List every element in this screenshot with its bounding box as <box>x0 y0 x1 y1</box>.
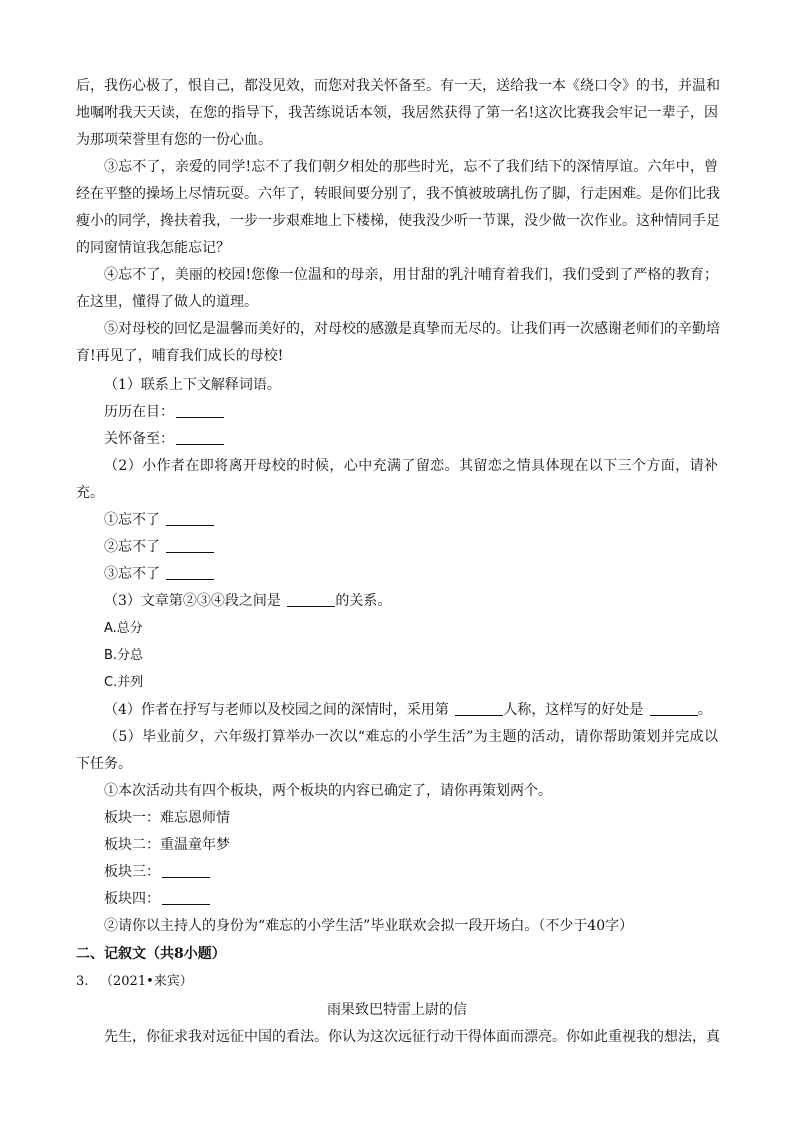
option-c[interactable]: C.并列 <box>104 675 144 690</box>
question-5-task-2: ②请你以主持人的身份为“难忘的小学生活”毕业联欢会拟一段开场白。（不少于40字） <box>104 918 634 934</box>
option-b[interactable]: B.分总 <box>104 648 144 663</box>
question-4-prompt <box>104 700 746 720</box>
question-1-item-2 <box>104 429 746 449</box>
block-3 <box>104 862 746 882</box>
passage-line: 地嘱咐我天天读，在您的指导下，我苦练说话本领，我居然获得了第一名!这次比赛我会牢记一辈子，因 <box>76 105 718 121</box>
question-2-item-2 <box>104 537 746 557</box>
answer-blank[interactable] <box>287 592 335 607</box>
question-1-item-1 <box>104 402 746 422</box>
passage-line: 育!再见了，哺育我们成长的母校! <box>76 348 284 364</box>
passage-line: 在这里，懂得了做人的道理。 <box>76 294 258 310</box>
question-2-item-3 <box>104 564 746 584</box>
question-2-prompt-cont: 充。 <box>76 485 104 501</box>
question-1-item-1-label: 历历在目： <box>104 404 174 420</box>
question-4-part-1: （4）作者在抒写与老师以及校园之间的深情时，采用第 <box>104 702 449 718</box>
article-title: 雨果致巴特雷上尉的信 <box>327 1002 467 1018</box>
question-source: （2021•来宾） <box>100 974 193 989</box>
answer-blank[interactable] <box>166 565 214 580</box>
question-3-prompt-after: 的关系。 <box>335 593 392 609</box>
answer-blank[interactable] <box>166 538 214 553</box>
section-heading: 二、记叙文（共8小题） <box>76 946 226 962</box>
passage-line: 瘦小的同学，搀扶着我，一步一步艰难地上下楼梯，使我没少听一节课，没少做一次作业。这种情同手足 <box>76 213 720 229</box>
block-3-label: 板块三： <box>104 864 160 880</box>
passage-line: 的同窗情谊我怎能忘记？ <box>76 240 230 256</box>
question-5-task-1: ①本次活动共有四个板块，两个板块的内容已确定了，请你再策划两个。 <box>104 783 552 799</box>
answer-blank[interactable] <box>455 701 503 716</box>
question-5-prompt: （5）毕业前夕，六年级打算举办一次以“难忘的小学生活”为主题的活动，请你帮助策划并完成以 <box>104 729 718 745</box>
answer-blank[interactable] <box>650 701 698 716</box>
answer-blank[interactable] <box>162 863 210 878</box>
block-2: 板块二：重温童年梦 <box>104 837 230 853</box>
question-3-prompt <box>104 591 746 611</box>
question-5-prompt-cont: 下任务。 <box>76 756 132 772</box>
question-2-item-1 <box>104 510 746 530</box>
block-4-label: 板块四： <box>104 891 160 907</box>
passage-paragraph-4: ④忘不了，美丽的校园!您像一位温和的母亲，用甘甜的乳汁哺育着我们，我们受到了严格的教育； <box>104 267 718 283</box>
answer-blank[interactable] <box>176 430 224 445</box>
passage-paragraph-3: ③忘不了，亲爱的同学!忘不了我们朝夕相处的那些时光，忘不了我们结下的深情厚谊。六年中，曾 <box>104 159 718 175</box>
block-4 <box>104 889 746 909</box>
question-4-part-2: 人称，这样写的好处是 <box>503 702 644 718</box>
answer-blank[interactable] <box>166 511 214 526</box>
passage-paragraph-5: ⑤对母校的回忆是温馨而美好的，对母校的感激是真挚而无尽的。让我们再一次感谢老师们的辛勤培 <box>104 321 720 337</box>
question-2-item-label: ①忘不了 <box>104 512 160 528</box>
question-3-prompt-before: （3）文章第②③④段之间是 <box>104 593 281 609</box>
question-4-part-3: 。 <box>697 702 712 718</box>
answer-blank[interactable] <box>162 890 210 905</box>
question-number: 3. <box>76 974 89 989</box>
option-a[interactable]: A.总分 <box>104 621 143 636</box>
question-2-item-label: ③忘不了 <box>104 566 160 582</box>
passage-line: 后，我伤心极了，恨自己，都没见效，而您对我关怀备至。有一天，送给我一本《绕口令》的书，并温和 <box>76 78 720 94</box>
question-2-item-label: ②忘不了 <box>104 539 160 555</box>
passage-line: 经在平整的操场上尽情玩耍。六年了，转眼间要分别了，我不慎被玻璃扎伤了脚，行走困难。是你们比我 <box>76 186 720 202</box>
question-1-prompt: （1）联系上下文解释词语。 <box>104 377 281 393</box>
block-1: 板块一：难忘恩师情 <box>104 810 230 826</box>
passage-line: 为那项荣誉里有您的一份心血。 <box>76 132 272 148</box>
article-line: 先生，你征求我对远征中国的看法。你认为这次远征行动干得体面而漂亮。你如此重视我的想法，真 <box>104 1029 720 1045</box>
answer-blank[interactable] <box>176 403 224 418</box>
question-2-prompt: （2）小作者在即将离开母校的时候，心中充满了留恋。其留恋之情具体现在以下三个方面，请补 <box>104 458 718 474</box>
question-1-item-2-label: 关怀备至： <box>104 431 174 447</box>
